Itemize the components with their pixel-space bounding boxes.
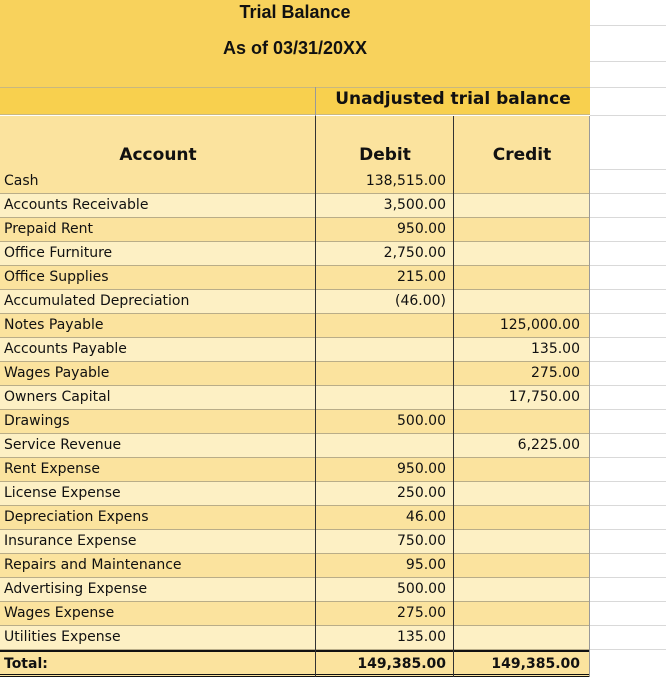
account-cell[interactable]: License Expense bbox=[4, 485, 121, 501]
total-label[interactable]: Total: bbox=[4, 656, 48, 672]
debit-cell[interactable]: 46.00 bbox=[405, 509, 446, 525]
credit-cell[interactable] bbox=[454, 410, 580, 433]
table-row bbox=[0, 314, 590, 338]
credit-cell[interactable] bbox=[454, 218, 580, 241]
debit-cell[interactable]: 500.00 bbox=[397, 581, 446, 597]
gridline bbox=[590, 61, 666, 62]
debit-cell[interactable] bbox=[316, 314, 446, 337]
account-cell[interactable]: Accounts Payable bbox=[4, 341, 127, 357]
account-cell[interactable]: Office Supplies bbox=[4, 269, 109, 285]
credit-cell[interactable] bbox=[454, 554, 580, 577]
divider-section-left bbox=[315, 87, 316, 116]
table-row bbox=[0, 434, 590, 458]
debit-cell[interactable]: 275.00 bbox=[397, 605, 446, 621]
table-row bbox=[0, 266, 590, 290]
gridline bbox=[590, 553, 666, 554]
gridline bbox=[590, 193, 666, 194]
gridline bbox=[590, 577, 666, 578]
table-row bbox=[0, 386, 590, 410]
table-row bbox=[0, 506, 590, 530]
debit-cell[interactable]: 215.00 bbox=[397, 269, 446, 285]
account-cell[interactable]: Depreciation Expens bbox=[4, 509, 149, 525]
account-cell[interactable]: Owners Capital bbox=[4, 389, 111, 405]
credit-cell[interactable] bbox=[454, 626, 580, 649]
debit-cell[interactable]: 138,515.00 bbox=[365, 173, 446, 189]
divider-debit-credit bbox=[453, 116, 454, 677]
gridline bbox=[590, 313, 666, 314]
gridline bbox=[590, 409, 666, 410]
credit-cell[interactable]: 17,750.00 bbox=[508, 389, 580, 405]
debit-cell[interactable]: 2,750.00 bbox=[383, 245, 446, 261]
gridline bbox=[590, 25, 666, 26]
debit-cell[interactable]: 950.00 bbox=[397, 221, 446, 237]
table-row bbox=[0, 290, 590, 314]
credit-cell[interactable] bbox=[454, 458, 580, 481]
gridline bbox=[590, 457, 666, 458]
table-row bbox=[0, 170, 590, 194]
account-cell[interactable]: Office Furniture bbox=[4, 245, 113, 261]
credit-cell[interactable]: 275.00 bbox=[531, 365, 580, 381]
account-cell[interactable]: Rent Expense bbox=[4, 461, 100, 477]
credit-cell[interactable]: 6,225.00 bbox=[517, 437, 580, 453]
gridline bbox=[590, 337, 666, 338]
gridline bbox=[590, 169, 666, 170]
account-cell[interactable]: Wages Expense bbox=[4, 605, 115, 621]
gridline bbox=[590, 529, 666, 530]
debit-cell[interactable] bbox=[316, 434, 446, 457]
debit-cell[interactable]: 135.00 bbox=[397, 629, 446, 645]
table-row bbox=[0, 218, 590, 242]
credit-cell[interactable] bbox=[454, 530, 580, 553]
debit-cell[interactable]: (46.00) bbox=[394, 293, 446, 309]
credit-cell[interactable] bbox=[454, 170, 580, 193]
gridline bbox=[590, 115, 666, 116]
debit-cell[interactable]: 95.00 bbox=[405, 557, 446, 573]
account-rows bbox=[0, 170, 590, 650]
divider-right-edge bbox=[589, 116, 590, 677]
gridline bbox=[590, 361, 666, 362]
debit-cell[interactable]: 250.00 bbox=[397, 485, 446, 501]
date-line[interactable]: As of 03/31/20XX bbox=[222, 38, 368, 58]
gridline bbox=[590, 505, 666, 506]
gridline bbox=[590, 649, 666, 650]
gridline bbox=[590, 289, 666, 290]
table-row bbox=[0, 530, 590, 554]
gridline bbox=[590, 265, 666, 266]
account-cell[interactable]: Cash bbox=[4, 173, 39, 189]
account-cell[interactable]: Accumulated Depreciation bbox=[4, 293, 190, 309]
account-cell[interactable]: Service Revenue bbox=[4, 437, 122, 453]
total-credit[interactable]: 149,385.00 bbox=[491, 656, 580, 672]
credit-cell[interactable] bbox=[454, 578, 580, 601]
table-row bbox=[0, 626, 590, 650]
section-title[interactable]: Unadjusted trial balance bbox=[335, 89, 571, 109]
table-row bbox=[0, 458, 590, 482]
table-row bbox=[0, 578, 590, 602]
table-row bbox=[0, 410, 590, 434]
account-cell[interactable]: Notes Payable bbox=[4, 317, 104, 333]
gridline bbox=[590, 87, 666, 88]
column-header-debit[interactable]: Debit bbox=[359, 145, 411, 165]
gridline bbox=[590, 481, 666, 482]
credit-cell[interactable] bbox=[454, 602, 580, 625]
column-header-credit[interactable]: Credit bbox=[492, 145, 552, 165]
credit-cell[interactable] bbox=[454, 194, 580, 217]
table-row bbox=[0, 242, 590, 266]
credit-cell[interactable]: 135.00 bbox=[531, 341, 580, 357]
table-row bbox=[0, 602, 590, 626]
account-cell[interactable]: Wages Payable bbox=[4, 365, 110, 381]
account-cell[interactable]: Accounts Receivable bbox=[4, 197, 149, 213]
total-debit[interactable]: 149,385.00 bbox=[357, 656, 446, 672]
table-row bbox=[0, 554, 590, 578]
debit-cell[interactable]: 3,500.00 bbox=[383, 197, 446, 213]
credit-cell[interactable] bbox=[454, 290, 580, 313]
debit-cell[interactable] bbox=[316, 386, 446, 409]
credit-cell[interactable] bbox=[454, 482, 580, 505]
account-cell[interactable]: Advertising Expense bbox=[4, 581, 148, 597]
debit-cell[interactable]: 750.00 bbox=[397, 533, 446, 549]
divider-account-debit bbox=[315, 116, 316, 677]
sheet-title[interactable]: Trial Balance bbox=[239, 2, 351, 22]
account-cell[interactable]: Insurance Expense bbox=[4, 533, 137, 549]
debit-cell[interactable]: 950.00 bbox=[397, 461, 446, 477]
credit-cell[interactable] bbox=[454, 506, 580, 529]
gridline bbox=[590, 433, 666, 434]
account-cell[interactable]: Prepaid Rent bbox=[4, 221, 94, 237]
credit-cell[interactable] bbox=[454, 242, 580, 265]
debit-cell[interactable]: 500.00 bbox=[397, 413, 446, 429]
table-row bbox=[0, 194, 590, 218]
account-cell[interactable]: Utilities Expense bbox=[4, 629, 121, 645]
table-row bbox=[0, 338, 590, 362]
gridline bbox=[590, 217, 666, 218]
account-cell[interactable]: Drawings bbox=[4, 413, 70, 429]
gridline bbox=[590, 601, 666, 602]
gridline bbox=[590, 625, 666, 626]
gridline bbox=[590, 385, 666, 386]
credit-cell[interactable] bbox=[454, 266, 580, 289]
column-header-account[interactable]: Account bbox=[119, 145, 197, 165]
gridline bbox=[590, 241, 666, 242]
debit-cell[interactable] bbox=[316, 362, 446, 385]
credit-cell[interactable]: 125,000.00 bbox=[499, 317, 580, 333]
table-row bbox=[0, 362, 590, 386]
total-row bbox=[0, 650, 590, 677]
account-cell[interactable]: Repairs and Maintenance bbox=[4, 557, 182, 573]
debit-cell[interactable] bbox=[316, 338, 446, 361]
table-row bbox=[0, 482, 590, 506]
